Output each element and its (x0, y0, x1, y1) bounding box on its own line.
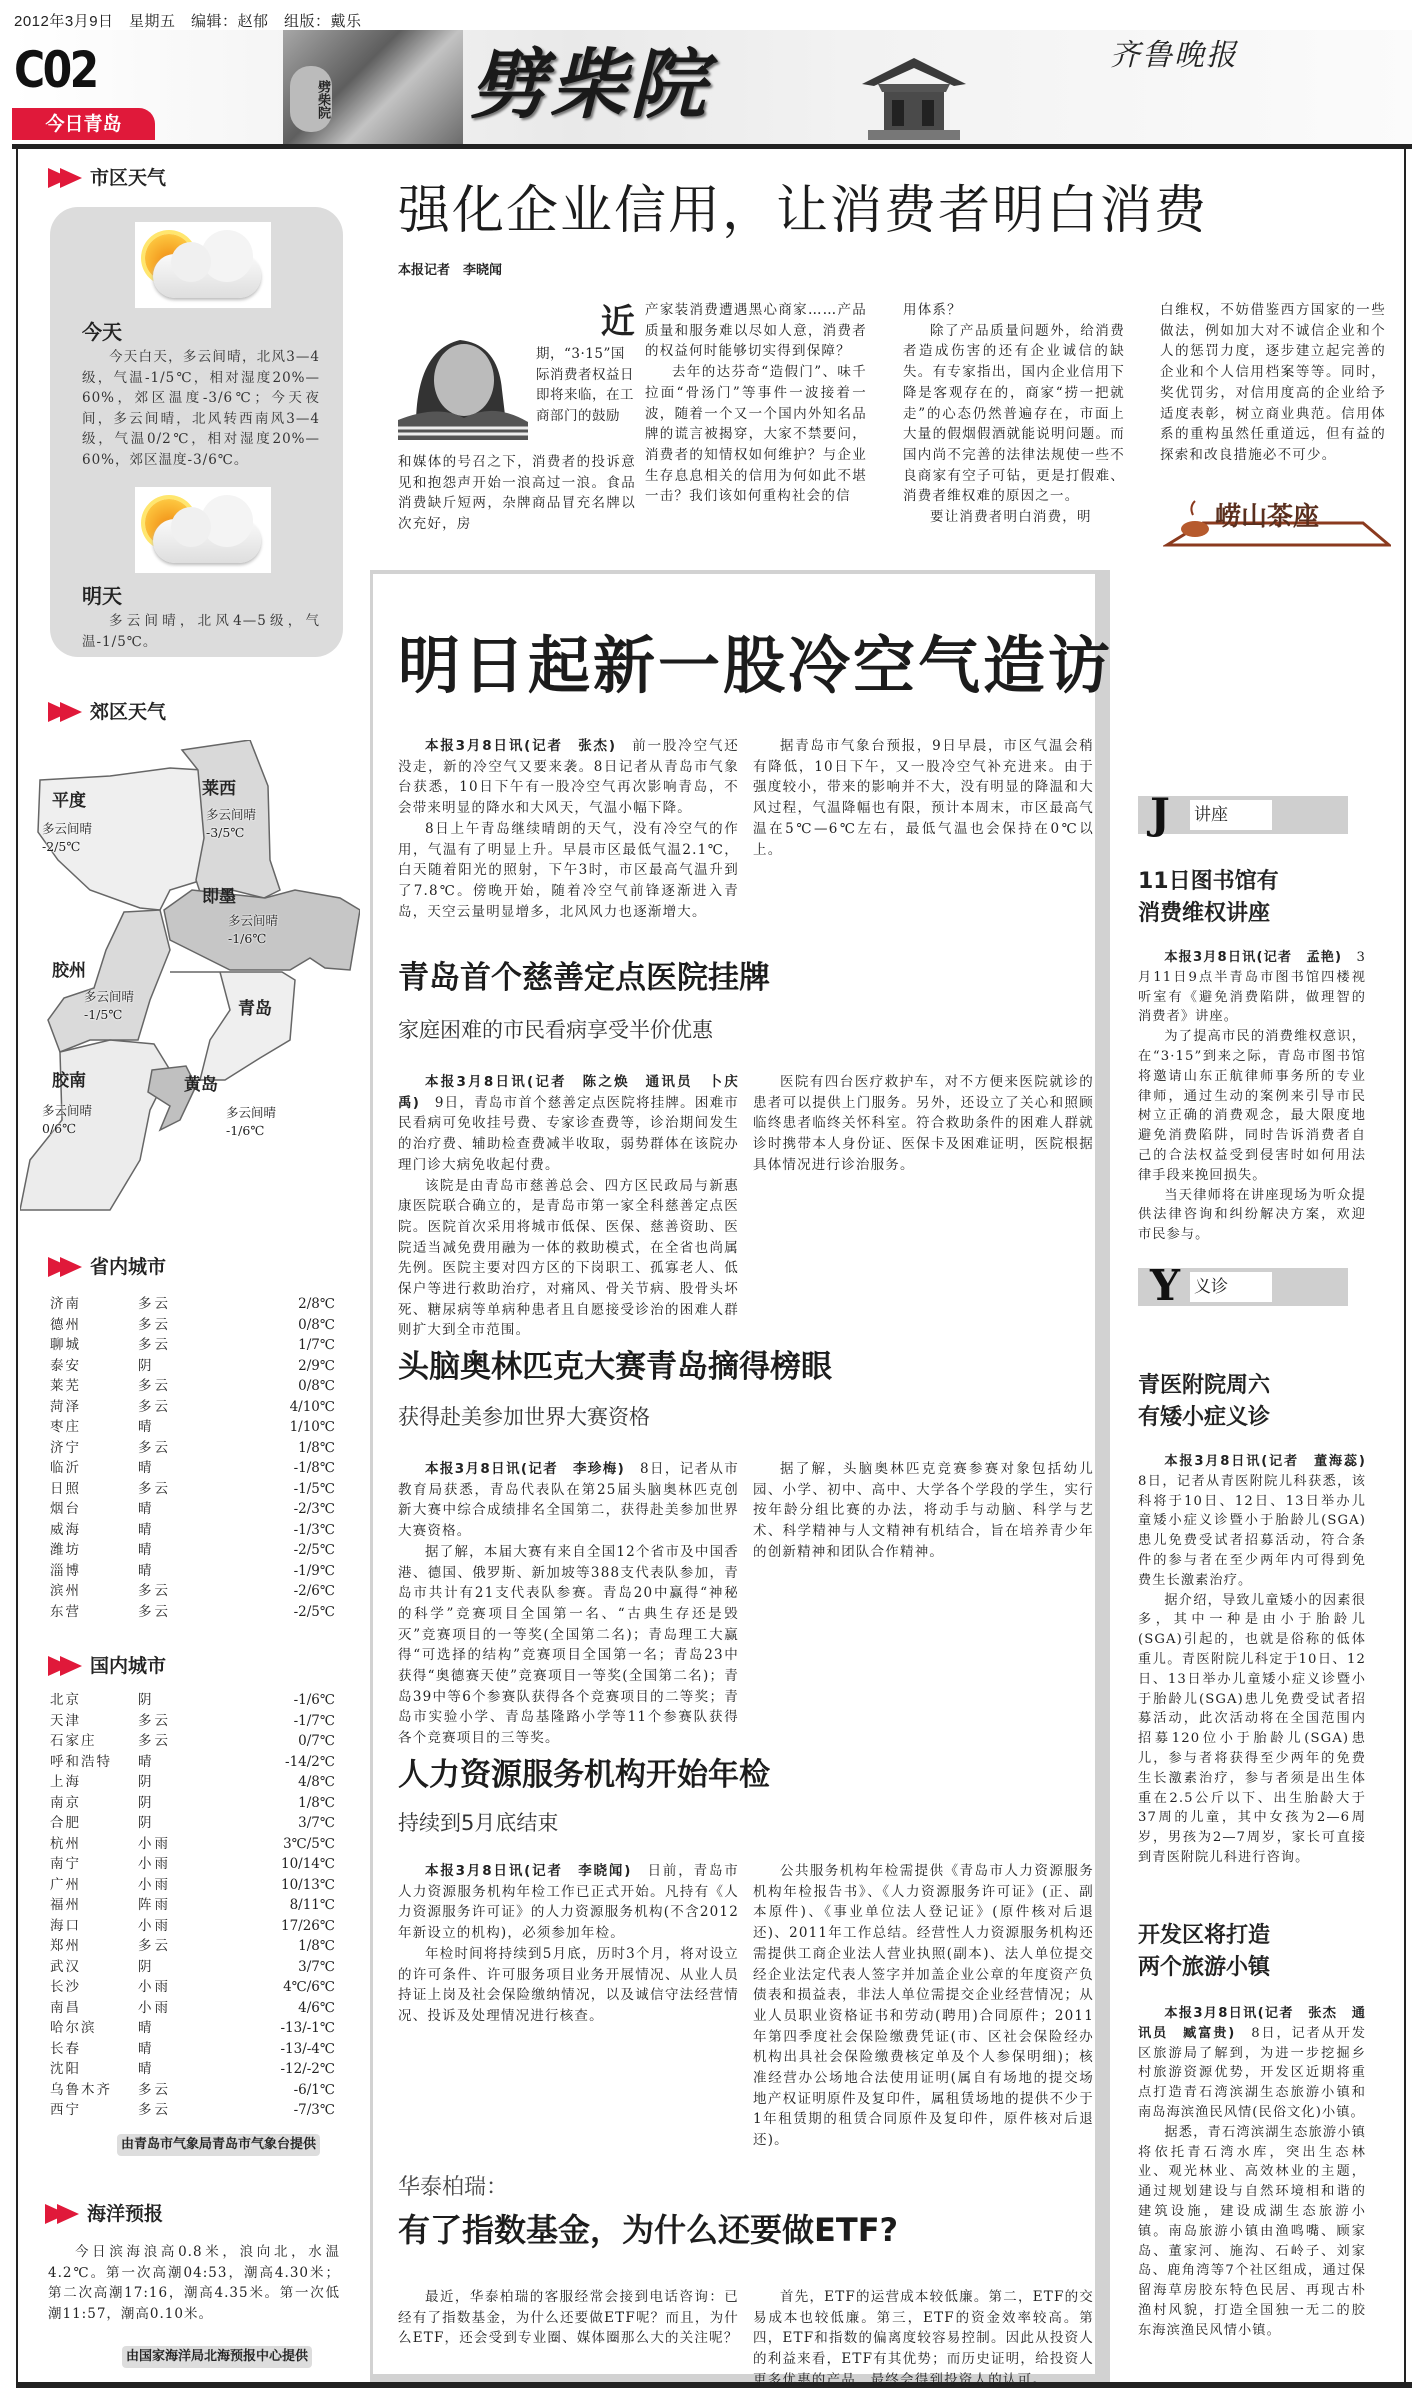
city-weather-row (50, 1315, 335, 1336)
city-name: 乌鲁木齐 (50, 2081, 112, 2098)
city-temperature: 4/10℃ (289, 1398, 335, 1415)
city-weather-title: 市区天气 (90, 167, 167, 189)
lecture-body: 本报3月8日讯(记者 孟艳) 3月11日9点半青岛市图书馆四楼视听室有《避免消费陷阱，做理智的消费者》讲座。 为了提高市民的消费维权意识，在“3·15”到来之际，青岛市图书馆将邀请山东正航律师事务所的专业律师，通过生动的案例来引导市民树立正确的消费观念，最大限度地避免消费陷阱，同时告诉消费者自己的合法权益受到侵害时如何用法律手段来挽回损失。 当天律师将在讲座现场为听众提供法律咨询和纠纷解决方案，欢迎市民参与。 (1138, 950, 1366, 1243)
city-temperature: 4/6℃ (298, 1999, 335, 2016)
city-name: 济宁 (50, 1439, 81, 1456)
partly-cloudy-icon (135, 487, 271, 573)
city-name: 石家庄 (50, 1733, 97, 1749)
olympiad-body: 本报3月8日讯(记者 李珍梅) 8日，记者从市教育局获悉，青岛代表队在第25届头脑奥林匹克创新大赛中综合成绩排名全国第二，获得赴美参加世界大赛资格。 据了解，本届大赛有来自全国12个省市及中国香港、德国、俄罗斯、新加坡等388支代表队参加，青岛市共计有21支代表队参赛。青岛20中赢得“神秘的科学”竞赛项目全国第一名、“古典生存还是毁灭”竞赛项目的一等奖(全国第二名)；青岛理工大赢得“可选择的结构”竞赛项目全国第一名；青岛23中获得“奥德赛天使”竞赛项目一等奖(全国第二名)；青岛39中等6个参赛队获得各个竞赛项目的二等奖；青岛市实验小学、青岛基隆路小学等11个参赛队获得各个竞赛项目的三等奖。 据了解，头脑奥林匹克竞赛参赛对象包括幼儿园、小学、初中、高中、大学各个学段的学生，实行按年龄分组比赛的办法，将动手与动脑、科学与艺术、科学精神与人文精神有机结合，旨在培养青少年的创新精神和团队合作精神。 (398, 1461, 1094, 1747)
city-condition: 小雨 (138, 1917, 171, 1934)
city-name: 呼和浩特 (50, 1753, 112, 1770)
city-temperature: 1/8℃ (298, 1938, 335, 1954)
city-name: 上海 (50, 1774, 81, 1790)
city-condition: 多云 (138, 1480, 171, 1497)
city-condition: 阴 (138, 1958, 155, 1975)
charity-hospital-headline: 青岛首个慈善定点医院挂牌 (398, 960, 770, 996)
city-weather-row (50, 1875, 335, 1896)
city-weather-row (50, 1936, 335, 1957)
city-condition: 阴 (138, 1794, 155, 1811)
hr-inspection-body: 本报3月8日讯(记者 李晓闻) 日前，青岛市人力资源服务机构年检工作已正式开始。凡持有《人力资源服务许可证》的人力资源服务机构(不含2012年新设立的机构)，必须参加年检。 年检时间将持续到5月底，历时3个月，将对设立的许可条件、许可服务项目业务开展情况、从业人员持证上岗及社会保险缴纳情况，以及诚信守法经营情况、投诉及处理情况进行核查。 公共服务机构年检需提供《青岛市人力资源服务机构年检报告书》、《人力资源服务许可证》(正、副本原件)、《事业单位法人登记证》(原件核对后退还)、2011年工作总结。经营性人力资源服务机构还需提供工商企业法人营业执照(副本)、法人单位提交经企业法定代表人签字并加盖企业公章的年度资产负债表和损益表，非法人单位需提交企业经营情况；从业人员职业资格证书和劳动(聘用)合同原件；2011年第四季度社会保险缴费凭证(市、区社会保险经办机构出具社会保险缴费核定单及个人参保明细)；核准经营办公场地合法使用证明(属自有场地的提交场地产权证明原件及复印件，属租赁场地的提供不少于1年租赁期的租赁合同原件及复印件，原件核对后退还)。 (398, 1863, 1094, 2149)
city-temperature: -2/5℃ (293, 1542, 335, 1558)
city-condition: 晴 (138, 2040, 155, 2057)
double-arrow-icon (48, 168, 72, 188)
city-name: 聊城 (50, 1337, 81, 1353)
city-condition: 阴 (138, 1692, 155, 1708)
double-arrow-icon (45, 2204, 69, 2224)
city-temperature: -2/6℃ (293, 1583, 335, 1599)
city-temperature: -14/2℃ (285, 1753, 335, 1770)
city-temperature: 4/8℃ (298, 1774, 335, 1790)
city-condition: 多云 (138, 1439, 171, 1456)
city-name: 莱芜 (50, 1378, 81, 1394)
city-temperature: 1/10℃ (289, 1419, 335, 1435)
map-weather-jiaonan: 多云间晴 0/6℃ (42, 1103, 93, 1136)
province-cities-heading (48, 1253, 166, 1281)
clinic-tag (1138, 1261, 1348, 1310)
olympiad-headline: 头脑奥林匹克大赛青岛摘得榜眼 (398, 1349, 832, 1385)
city-weather-row (50, 1998, 335, 2019)
double-arrow-icon (48, 1257, 72, 1277)
editorial-col3: 用体系？ 除了产品质量问题外，给消费者造成伤害的还有企业诚信的缺失。有专家指出，国内企业信用下降是客观存在的，商家“捞一把就走”的心态仍然普遍存在，市面上大量的假烟假酒就能说明问题。而国内尚不完善的法律法规使一些不良商家有空子可钻，更是打假难、消费者维权难的原因之一。 要让消费者明白消费，明 (903, 302, 1125, 526)
top-rule (12, 144, 1412, 149)
city-name: 滨州 (50, 1583, 81, 1599)
city-condition: 阵雨 (138, 1897, 171, 1913)
ocean-forecast-heading (45, 2200, 163, 2228)
city-name: 菏泽 (50, 1398, 81, 1415)
city-temperature: 8/11℃ (289, 1897, 335, 1913)
city-name: 天津 (50, 1712, 81, 1729)
city-name: 东营 (50, 1603, 81, 1620)
city-condition: 晴 (138, 1542, 155, 1558)
city-name: 长春 (50, 2040, 81, 2057)
city-weather-row (50, 2039, 335, 2060)
city-weather-panel (50, 207, 343, 657)
double-arrow-icon (48, 702, 72, 722)
city-temperature: 1/7℃ (298, 1337, 335, 1353)
city-name: 海口 (50, 1917, 81, 1934)
issue-meta-line: 2012年3月9日 星期五 编辑：赵郁 组版：戴乐 (14, 13, 362, 30)
city-condition: 小雨 (138, 1835, 171, 1852)
province-weather-table (50, 1294, 335, 1622)
city-condition: 小雨 (138, 1856, 171, 1872)
editorial-intro: 期，“3·15”国际消费者权益日即将来临，在工商部门的鼓励 (536, 346, 634, 425)
city-weather-row (50, 1581, 335, 1602)
ocean-credit: 由国家海洋局北海预报中心提供 (122, 2346, 312, 2368)
city-condition: 多云 (138, 1938, 171, 1954)
province-cities-title: 省内城市 (90, 1256, 167, 1278)
editorial-dropcap: 近 (600, 302, 636, 342)
city-name: 淄博 (50, 1562, 81, 1579)
city-condition: 晴 (138, 1419, 155, 1435)
column-title: 劈柴院 (470, 40, 710, 129)
editorial-col2: 产家装消费遭遇黑心商家……产品质量和服务难以尽如人意，消费者的权益何时能够切实得到保障？ 去年的达芬奇“造假门”、味千拉面“骨汤门”等事件一波接着一波，随着一个又一个国内外知名品牌的谎言被揭穿，大家不禁要问，消费者的知情权如何维护？与企业生存息息相关的信用为何如此不堪一击？我们该如何重构社会的信 (645, 302, 867, 505)
clinic-tag-letter: Y (1150, 1261, 1180, 1310)
charity-hospital-body: 本报3月8日讯(记者 陈之焕 通讯员 卜庆禹) 9日，青岛市首个慈善定点医院将挂牌。困难市民看病可免收挂号费、专家诊查费等，诊治期间发生的治疗费、辅助检查费减半收取，弱势群体在该院办理门诊大病免收起付费。 该院是由青岛市慈善总会、四方区民政局与新惠康医院联合确立的，是青岛市第一家全科慈善定点医院。医院首次采用将城市低保、医保、慈善资助、医院适当减免费用融为一体的救助模式，在全省也尚属先例。医院主要对四方区的下岗职工、孤寡老人、低保户等进行救助治疗，对痛风、骨关节病、股骨头坏死、糖尿病等单病种患者且自愿接受诊治的困难人群则扩大到全市范围。 医院有四台医疗救护车，对不方便来医院就诊的患者可以提供上门服务。另外，还设立了关心和照顾临终患者临终关怀科室。符合救助条件的困难人群就诊时携带本人身份证、医保卡及困难证明，医院根据具体情况进行诊治服务。 (398, 1074, 1094, 1339)
city-condition: 晴 (138, 1562, 155, 1579)
map-weather-jiaozhou: 多云间晴 -1/5℃ (84, 989, 135, 1022)
city-condition: 多云 (138, 1583, 171, 1599)
city-weather-row (50, 1916, 335, 1937)
city-name: 沈阳 (50, 2061, 81, 2077)
pavilion-icon (858, 46, 970, 142)
city-temperature: -13/-4℃ (280, 2040, 335, 2057)
city-temperature: 17/26℃ (280, 1917, 335, 1934)
city-condition: 晴 (138, 2061, 155, 2077)
city-name: 南昌 (50, 1999, 81, 2016)
city-name: 潍坊 (50, 1542, 81, 1558)
frame-border-left (16, 149, 18, 2382)
city-name: 长沙 (50, 1979, 81, 1995)
city-condition: 多云 (138, 2102, 171, 2118)
tourism-headline: 开发区将打造 两个旅游小镇 (1138, 1923, 1271, 1980)
section-tab: 今日青岛 (12, 108, 155, 140)
city-weather-row (50, 1602, 335, 1623)
city-weather-row (50, 1397, 335, 1418)
city-name: 威海 (50, 1521, 81, 1538)
city-temperature: 1/8℃ (298, 1439, 335, 1456)
suburb-weather-map (20, 740, 360, 1220)
map-label-jiaonan: 胶南 (52, 1071, 86, 1091)
city-condition: 晴 (138, 1521, 155, 1538)
city-condition: 多云 (138, 2081, 171, 2098)
city-temperature: 0/7℃ (298, 1733, 335, 1749)
city-condition: 多云 (138, 1603, 171, 1620)
city-weather-row (50, 1561, 335, 1582)
city-weather-row (50, 1854, 335, 1875)
city-condition: 晴 (138, 1501, 155, 1517)
city-temperature: -1/6℃ (293, 1692, 335, 1708)
lecture-tag-letter: J (1150, 789, 1170, 838)
lecture-headline: 11日图书馆有 消费维权讲座 (1138, 869, 1279, 926)
editorial-byline: 本报记者 李晓闻 (398, 263, 503, 278)
city-condition: 小雨 (138, 1876, 171, 1893)
suburb-weather-heading (48, 698, 166, 726)
city-condition: 晴 (138, 2020, 155, 2036)
map-label-pingdu: 平度 (52, 791, 86, 811)
city-temperature: 10/14℃ (280, 1856, 335, 1872)
map-label-jimo: 即墨 (202, 887, 236, 907)
city-weather-row (50, 1356, 335, 1377)
city-temperature: 3℃/5℃ (283, 1835, 335, 1852)
city-name: 郑州 (50, 1938, 81, 1954)
editorial-headline: 强化企业信用，让消费者明白消费 (398, 181, 1209, 241)
map-label-huangdao: 黄岛 (184, 1075, 218, 1095)
city-condition: 阴 (138, 1774, 155, 1790)
city-condition: 多云 (138, 1733, 171, 1749)
city-condition: 多云 (138, 1337, 171, 1353)
city-temperature: 1/8℃ (298, 1794, 335, 1811)
frame-border-right (1404, 149, 1406, 2382)
tea-logo-text: 崂山茶座 (1215, 502, 1320, 532)
cold-air-headline: 明日起新一股冷空气造访 (398, 629, 1114, 702)
suburb-weather-title: 郊区天气 (90, 701, 167, 723)
charity-hospital-subhead: 家庭困难的市民看病享受半价优惠 (398, 1018, 713, 1042)
city-temperature: -2/3℃ (293, 1501, 335, 1517)
city-weather-row (50, 1731, 335, 1752)
city-temperature: 2/9℃ (298, 1357, 335, 1374)
city-weather-row (50, 2018, 335, 2039)
tourism-body: 本报3月8日讯(记者 张杰 通讯员 臧富贵) 8日，记者从开发区旅游局了解到，为进一步挖掘乡村旅游资源优势，开发区近期将重点打造青石湾滨湖生态旅游小镇和南岛海滨渔民风情(民俗文化)小镇。 据悉，青石湾滨湖生态旅游小镇将依托青石湾水库，突出生态林业、观光林业、高效林业的主题，通过规划建设与自然环境相和谐的建筑设施，建设成湖生态旅游小镇。南岛旅游小镇由渔鸣嘴、顾家岛、董家河、施沟、石岭子、刘家岛、鹿角湾等7个社区组成，通过保留海草房胶东特色民居、再现古朴渔村风貌，打造全国独一无二的胶东海滨渔民风情小镇。 (1138, 2006, 1366, 2338)
city-condition: 多云 (138, 1712, 171, 1729)
city-weather-row (50, 1417, 335, 1438)
etf-kicker: 华泰柏瑞： (398, 2175, 509, 2200)
national-cities-heading (48, 1652, 166, 1680)
city-temperature: -2/5℃ (293, 1603, 335, 1620)
city-temperature: -13/-1℃ (280, 2020, 335, 2036)
city-temperature: 2/8℃ (298, 1296, 335, 1312)
city-condition: 多云 (138, 1398, 171, 1415)
city-weather-row (50, 1895, 335, 1916)
weather-credit: 由青岛市气象局青岛市气象台提供 (117, 2134, 320, 2156)
city-temperature: 3/7℃ (298, 1958, 335, 1975)
map-label-qingdao: 青岛 (238, 999, 272, 1019)
city-temperature: -12/-2℃ (280, 2061, 335, 2077)
city-temperature: -1/5℃ (293, 1480, 335, 1497)
city-weather-row (50, 2100, 335, 2121)
city-weather-row (50, 1977, 335, 1998)
tomorrow-label: 明天 (82, 584, 122, 608)
city-temperature: 3/7℃ (298, 1815, 335, 1831)
clinic-body: 本报3月8日讯(记者 董海蕊) 8日，记者从青医附院儿科获悉，该科将于10日、12日、13日举办儿童矮小症义诊暨小于胎龄儿(SGA)患儿免费受试者招募活动，符合条件的参与者在至少两年内可得到免费生长激素治疗。 据介绍，导致儿童矮小的因素很多，其中一种是由小于胎龄儿(SGA)引起的，也就是俗称的低体重儿。青医附院儿科定于10日、12日、13日举办儿童矮小症义诊暨小于胎龄儿(SGA)患儿免费受试者招募活动，此次活动将在全国范围内招募120位小于胎龄儿(SGA)患儿，参与者将获得至少两年的免费生长激素治疗，参与者须是出生体重在2.5公斤以下、出生胎龄大于37周的儿童，其中女孩为2—6周岁，男孩为2—7周岁，家长可直接到青医附院儿科进行咨询。 (1138, 1454, 1366, 1865)
city-name: 哈尔滨 (50, 2020, 97, 2036)
clinic-headline: 青医附院周六 有矮小症义诊 (1138, 1373, 1271, 1430)
city-weather-row (50, 1335, 335, 1356)
editorial-col1: 和媒体的号召之下，消费者的投诉意见和抱怨声开始一浪高过一浪。食品消费缺斤短两，杂牌商品冒充名牌以次充好，房 (398, 454, 636, 533)
city-weather-row (50, 1540, 335, 1561)
city-condition: 小雨 (138, 1999, 171, 2016)
map-region-qingdao (170, 972, 295, 1080)
city-weather-row (50, 1957, 335, 1978)
city-temperature: 10/13℃ (280, 1876, 335, 1893)
city-condition: 多云 (138, 1378, 171, 1394)
city-weather-row (50, 1458, 335, 1479)
city-weather-row (50, 2059, 335, 2080)
tomorrow-forecast: 多云间晴，北风4—5级，气温-1/5℃。 (82, 613, 320, 650)
national-weather-table (50, 1690, 335, 2121)
cold-air-body: 本报3月8日讯(记者 张杰) 前一股冷空气还没走，新的冷空气又要来袭。8日记者从青岛市气象台获悉，10日下午有一股冷空气再次影响青岛，不会带来明显的降水和大风天，气温小幅下降。 8日上午青岛继续晴朗的天气，没有冷空气的作用，气温有了明显上升。早晨市区最低气温2.1℃，白天随着阳光的照射，下午3时，市区最高气温升到了7.8℃。傍晚开始，随着冷空气前锋逐渐进入青岛，天空云量明显增多，北风风力也逐渐增大。 据青岛市气象台预报，9日早晨，市区气温会稍有降低，10日下午，又一股冷空气补充进来。由于强度较小，带来的影响并不大，没有明显的降温和大风过程，气温降幅也有限，预计本周末，市区最高气温在5℃—6℃左右，最低气温也会保持在0℃以上。 (398, 738, 1094, 920)
city-weather-row (50, 1813, 335, 1834)
city-temperature: -7/3℃ (293, 2102, 335, 2118)
city-condition: 晴 (138, 1460, 155, 1476)
today-forecast: 今天白天，多云间晴，北风3—4级，气温-1/5℃，相对湿度20%—60%，郊区温度-3/6℃；今天夜间，多云间晴，北风转西南风3—4级，气温0/2℃，相对湿度20%—60%，郊区温度-3/6℃。 (82, 349, 320, 468)
city-weather-row (50, 1438, 335, 1459)
city-weather-row (50, 1711, 335, 1732)
city-name: 烟台 (50, 1501, 81, 1517)
city-temperature: -1/7℃ (293, 1712, 335, 1729)
city-name: 合肥 (50, 1815, 81, 1831)
city-name: 临沂 (50, 1460, 81, 1476)
reporter-portrait (398, 310, 528, 440)
city-condition: 多云 (138, 1316, 171, 1333)
city-weather-row (50, 1793, 335, 1814)
laoshan-tea-logo (1163, 487, 1391, 553)
city-temperature: -1/3℃ (293, 1521, 335, 1538)
city-name: 枣庄 (50, 1419, 81, 1435)
city-name: 广州 (50, 1876, 81, 1893)
city-name: 西宁 (50, 2102, 81, 2118)
city-condition: 小雨 (138, 1979, 171, 1995)
city-name: 武汉 (50, 1958, 81, 1975)
city-name: 南宁 (50, 1856, 81, 1872)
city-temperature: 0/8℃ (298, 1378, 335, 1394)
city-weather-row (50, 1520, 335, 1541)
hr-inspection-headline: 人力资源服务机构开始年检 (398, 1757, 770, 1793)
partly-cloudy-icon (135, 222, 271, 308)
city-weather-row (50, 1479, 335, 1500)
olympiad-subhead: 获得赴美参加世界大赛资格 (398, 1405, 650, 1429)
ocean-forecast-title: 海洋预报 (87, 2203, 164, 2225)
editorial-col4: 白维权，不妨借鉴西方国家的一些做法，例如加大对不诚信企业和个人的惩罚力度，逐步建立起完善的企业和个人信用档案等等。同时，奖优罚劣，对信用度高的企业给予适度表彰，树立商业典范。信用体系的重构虽然任重道远，但有益的探索和改良措施必不可少。 (1160, 302, 1386, 463)
clinic-tag-label: 义诊 (1190, 1272, 1272, 1302)
lantern-text: 劈柴院 (315, 79, 330, 119)
city-name: 南京 (50, 1794, 81, 1811)
city-name: 泰安 (50, 1357, 81, 1374)
map-weather-laixi: 多云间晴 -3/5℃ (206, 807, 257, 840)
ocean-forecast-text: 今日滨海浪高0.8米，浪向北，水温4.2℃。第一次高潮04:53，潮高4.30米；第二次高潮17:16，潮高4.35米。第一次低潮11:57，潮高0.10米。 (48, 2244, 340, 2322)
national-cities-title: 国内城市 (90, 1655, 167, 1677)
etf-body: 最近，华泰柏瑞的客服经常会接到电话咨询：已经有了指数基金，为什么还要做ETF呢？而且，为什么ETF，还会受到专业圈、媒体圈那么大的关注呢？ 首先，ETF的运营成本较低廉。第二，ETF的交易成本也较低廉。第三，ETF的资金效率较高。第四，ETF和指数的偏离度较容易控制。因此从投资人的利益来看，ETF有其优势；而历史证明，给投资人更多优惠的产品，最终会得到投资人的认可。 (398, 2289, 1094, 2388)
city-condition: 阴 (138, 1357, 155, 1374)
city-temperature: 0/8℃ (298, 1316, 335, 1333)
page-number: C02 (14, 41, 97, 99)
hr-inspection-subhead: 持续到5月底结束 (398, 1811, 559, 1835)
city-weather-row (50, 2080, 335, 2101)
city-weather-row (50, 1294, 335, 1315)
city-weather-row (50, 1752, 335, 1773)
today-label: 今天 (82, 320, 122, 344)
lecture-tag-label: 讲座 (1190, 800, 1272, 830)
double-arrow-icon (48, 1656, 72, 1676)
city-condition: 阴 (138, 1815, 155, 1831)
city-weather-row (50, 1499, 335, 1520)
city-temperature: 4℃/6℃ (283, 1979, 335, 1995)
city-name: 济南 (50, 1296, 81, 1312)
city-weather-row (50, 1834, 335, 1855)
city-condition: 多云 (138, 1296, 171, 1312)
city-condition: 晴 (138, 1753, 155, 1770)
city-name: 北京 (50, 1692, 81, 1708)
city-weather-row (50, 1376, 335, 1397)
lecture-tag (1138, 789, 1348, 838)
map-weather-jimo: 多云间晴 -1/6℃ (228, 913, 279, 946)
city-weather-row (50, 1772, 335, 1793)
city-temperature: -6/1℃ (293, 2081, 335, 2098)
city-temperature: -1/8℃ (293, 1460, 335, 1476)
map-label-laixi: 莱西 (202, 779, 236, 799)
newspaper-logo: 齐鲁晚报 (1110, 38, 1238, 73)
map-weather-pingdu: 多云间晴 -2/5℃ (42, 821, 93, 854)
city-name: 德州 (50, 1316, 81, 1333)
city-name: 杭州 (50, 1835, 81, 1852)
etf-headline: 有了指数基金，为什么还要做ETF? (398, 2211, 899, 2249)
city-weather-heading (48, 164, 166, 192)
city-temperature: -1/9℃ (293, 1562, 335, 1579)
city-name: 福州 (50, 1897, 81, 1913)
city-weather-row (50, 1690, 335, 1711)
city-name: 日照 (50, 1480, 81, 1497)
map-label-jiaozhou: 胶州 (52, 961, 86, 981)
map-weather-huangdao: 多云间晴 -1/6℃ (226, 1105, 277, 1138)
